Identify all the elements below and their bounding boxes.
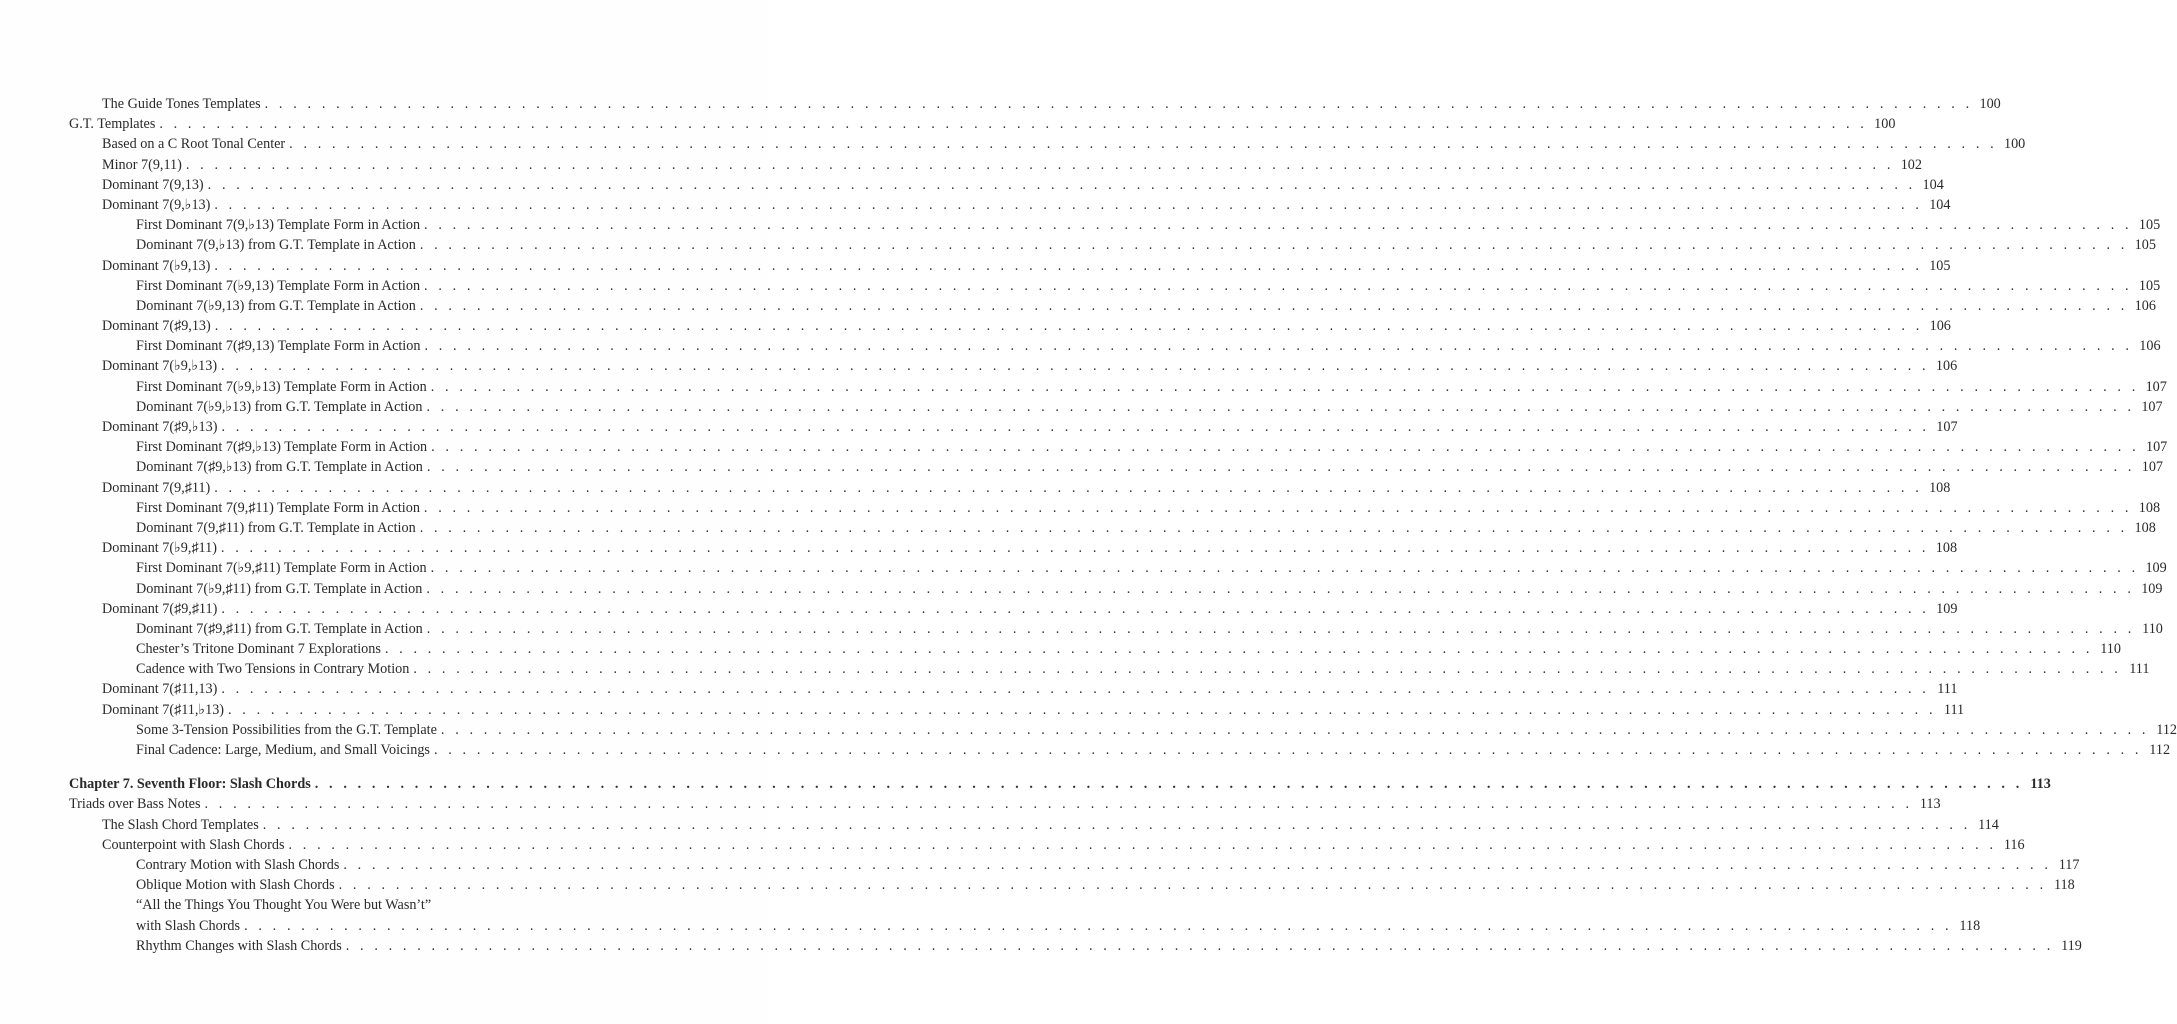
toc-entry-page-number: 108 bbox=[2134, 519, 2156, 536]
toc-entry-title: Triads over Bass Notes bbox=[69, 796, 201, 813]
toc-entry bbox=[69, 478, 1951, 498]
toc-entry-page-number: 113 bbox=[2030, 776, 2051, 793]
dot-leader: . . . . . . . . . . . . . . . . . . . . . . . . . . . . . . . . . . . . . . . . . . . . . . . . . . . . . . . . . . . . . . . . . . . . . . . . . . . . . . . . . . . . . . . . . . . . . . . . . . . . . . . . . . . . . . . . . . . . . . . . bbox=[426, 459, 2136, 476]
toc-entry-title: Dominant 7(♭9,♭13) bbox=[102, 358, 218, 375]
dot-leader: . . . . . . . . . . . . . . . . . . . . . . . . . . . . . . . . . . . . . . . . . . . . . . . . . . . . . . . . . . . . . . . . . . . . . . . . . . . . . . . . . . . . . . . . . . . . . . . . . . . . . . . . . . . . . . . . . . . . . . . . bbox=[214, 257, 1923, 274]
toc-entry-title: Dominant 7(9,♭13) from G.T. Template in Action bbox=[136, 237, 416, 254]
toc-entry-title: Counterpoint with Slash Chords bbox=[102, 836, 285, 853]
toc-entry bbox=[69, 538, 1958, 558]
dot-leader: . . . . . . . . . . . . . . . . . . . . . . . . . . . . . . . . . . . . . . . . . . . . . . . . . . . . . . . . . . . . . . . . . . . . . . . . . . . . . . . . . . . . . . . . . . . . . . . . . . . . . . . . . . . . . . . . . . . . . . . . bbox=[262, 816, 1971, 833]
dot-leader: . . . . . . . . . . . . . . . . . . . . . . . . . . . . . . . . . . . . . . . . . . . . . . . . . . . . . . . . . . . . . . . . . . . . . . . . . . . . . . . . . . . . . . . . . . . . . . . . . . . . . . . . . . . . . . . . . . . . . . . . bbox=[289, 136, 1998, 153]
toc-entry-page-number: 104 bbox=[1929, 196, 1951, 213]
toc-entry-page-number: 116 bbox=[2003, 836, 2025, 853]
toc-entry-page-number: 108 bbox=[1929, 479, 1951, 496]
toc-entry bbox=[69, 134, 2026, 154]
toc-entry-page-number: 100 bbox=[2003, 136, 2026, 153]
dot-leader: . . . . . . . . . . . . . . . . . . . . . . . . . . . . . . . . . . . . . . . . . . . . . . . . . . . . . . . . . . . . . . . . . . . . . . . . . . . . . . . . . . . . . . . . . . . . . . . . . . . . . . . . . . . . . . . . . . . . . . . . bbox=[424, 217, 2133, 234]
dot-leader: . . . . . . . . . . . . . . . . . . . . . . . . . . . . . . . . . . . . . . . . . . . . . . . . . . . . . . . . . . . . . . . . . . . . . . . . . . . . . . . . . . . . . . . . . . . . . . . . . . . . . . . . . . . . . . . . . . . . . . . . bbox=[207, 176, 1916, 193]
dot-leader: . . . . . . . . . . . . . . . . . . . . . . . . . . . . . . . . . . . . . . . . . . . . . . . . . . . . . . . . . . . . . . . . . . . . . . . . . . . . . . . . . . . . . . . . . . . . . . . . . . . . . . . . . . . . . . . . . . . . . . . . bbox=[264, 96, 1973, 112]
toc-entry bbox=[69, 835, 2025, 855]
toc-entry-title: First Dominant 7(9,♯11) Template Form in Action bbox=[136, 499, 420, 516]
dot-leader: . . . . . . . . . . . . . . . . . . . . . . . . . . . . . . . . . . . . . . . . . . . . . . . . . . . . . . . . . . . . . . . . . . . . . . . . . . . . . . . . . . . . . . . . . . . . . . . . . . . . . . . . . . . . . . . . . . . . . . . . bbox=[204, 796, 1913, 813]
dot-leader: . . . . . . . . . . . . . . . . . . . . . . . . . . . . . . . . . . . . . . . . . . . . . . . . . . . . . . . . . . . . . . . . . . . . . . . . . . . . . . . . . . . . . . . . . . . . . . . . . . . . . . . . . . . . . . . . . . . . . . . . bbox=[343, 856, 2052, 873]
toc-entry bbox=[69, 558, 2167, 578]
toc-entry bbox=[69, 397, 2163, 417]
toc-entry-title: Dominant 7(♯9,♯11) from G.T. Template in Action bbox=[136, 620, 423, 637]
toc-entry-title: The Slash Chord Templates bbox=[102, 816, 259, 833]
toc-entry bbox=[69, 336, 2161, 356]
toc-entry-page-number: 112 bbox=[2156, 721, 2177, 738]
toc-entry bbox=[69, 700, 1965, 720]
toc-entry-title: Dominant 7(♭9,13) bbox=[102, 257, 211, 274]
toc-entry-title: Dominant 7(♯9,♭13) from G.T. Template in Action bbox=[136, 459, 423, 476]
toc-entry bbox=[69, 256, 1951, 276]
toc-entry-page-number: 107 bbox=[2145, 439, 2168, 456]
dot-leader: . . . . . . . . . . . . . . . . . . . . . . . . . . . . . . . . . . . . . . . . . . . . . . . . . . . . . . . . . . . . . . . . . . . . . . . . . . . . . . . . . . . . . . . . . . . . . . . . . . . . . . . . . . . . . . . . . . . . . . . . bbox=[221, 419, 1930, 435]
toc-entry bbox=[69, 936, 2082, 956]
toc-entry-page-number: 105 bbox=[2138, 277, 2161, 294]
dot-leader: . . . . . . . . . . . . . . . . . . . . . . . . . . . . . . . . . . . . . . . . . . . . . . . . . . . . . . . . . . . . . . . . . . . . . . . . . . . . . . . . . . . . . . . . . . . . . . . . . . . . . . . . . . . . . . . . . . . . . . . . bbox=[430, 378, 2139, 395]
toc-entry-title: Dominant 7(♯11,13) bbox=[102, 681, 218, 698]
toc-entry bbox=[69, 794, 1941, 814]
toc-entry-page-number: 100 bbox=[1874, 116, 1896, 133]
toc-entry-page-number: 111 bbox=[1937, 681, 1958, 698]
toc-entry-title: First Dominant 7(♭9,♭13) Template Form in Action bbox=[136, 378, 427, 395]
toc-entry-title: Final Cadence: Large, Medium, and Small Voicings bbox=[136, 742, 430, 758]
toc-entry-title: Chester’s Tritone Dominant 7 Explorations bbox=[136, 641, 381, 658]
toc-entry-title: First Dominant 7(♭9,♯11) Template Form in Action bbox=[136, 560, 427, 577]
toc-entry-page-number: 111 bbox=[1943, 701, 1965, 718]
table-of-contents bbox=[69, 94, 2177, 956]
toc-entry-page-number: 118 bbox=[2053, 877, 2075, 894]
toc-entry-title: Dominant 7(9,♯11) from G.T. Template in Action bbox=[136, 519, 416, 536]
toc-entry-title: Dominant 7(♭9,♯11) bbox=[102, 540, 217, 557]
toc-entry-page-number: 107 bbox=[2145, 378, 2167, 395]
toc-entry bbox=[69, 639, 2121, 659]
dot-leader: . . . . . . . . . . . . . . . . . . . . . . . . . . . . . . . . . . . . . . . . . . . . . . . . . . . . . . . . . . . . . . . . . . . . . . . . . . . . . . . . . . . . . . . . . . . . . . . . . . . . . . . . . . . . . . . . . . . . . . . . bbox=[424, 338, 2133, 355]
toc-entry-page-number: 107 bbox=[2141, 398, 2163, 415]
dot-leader: . . . . . . . . . . . . . . . . . . . . . . . . . . . . . . . . . . . . . . . . . . . . . . . . . . . . . . . . . . . . . . . . . . . . . . . . . . . . . . . . . . . . . . . . . . . . . . . . . . . . . . . . . . . . . . . . . . . . . . . . bbox=[338, 877, 2047, 894]
toc-entry-page-number: 100 bbox=[1979, 96, 2001, 112]
dot-leader: . . . . . . . . . . . . . . . . . . . . . . . . . . . . . . . . . . . . . . . . . . . . . . . . . . . . . . . . . . . . . . . . . . . . . . . . . . . . . . . . . . . . . . . . . . . . . . . . . . . . . . . . . . . . . . . . . . . . . . . . bbox=[214, 318, 1923, 335]
toc-entry bbox=[69, 437, 2168, 457]
dot-leader: . . . . . . . . . . . . . . . . . . . . . . . . . . . . . . . . . . . . . . . . . . . . . . . . . . . . . . . . . . . . . . . . . . . . . . . . . . . . . . . . . . . . . . . . . . . . . . . . . . . . . . . . . . . . . . . . . . . . . . . . bbox=[221, 600, 1930, 617]
toc-entry-page-number: 119 bbox=[2061, 937, 2082, 954]
toc-entry-title: with Slash Chords bbox=[136, 917, 241, 934]
dot-leader: . . . . . . . . . . . . . . . . . . . . . . . . . . . . . . . . . . . . . . . . . . . . . . . . . . . . . . . . . . . . . . . . . . . . . . . . . . . . . . . . . . . . . . . . . . . . . . . . . . . . . . . . . . . . . . . . . . . . . . . . bbox=[424, 277, 2133, 294]
toc-entry bbox=[69, 114, 1896, 134]
dot-leader: . . . . . . . . . . . . . . . . . . . . . . . . . . . . . . . . . . . . . . . . . . . . . . . . . . . . . . . . . . . . . . . . . . . . . . . . . . . . . . . . . . . . . . . . . . . . . . . . . . . . . . . . . . . . . . . . . . . . . . . . bbox=[314, 776, 2023, 793]
toc-entry-title: Rhythm Changes with Slash Chords bbox=[136, 937, 342, 954]
toc-entry bbox=[69, 155, 1922, 175]
toc-entry-title: Chapter 7. Seventh Floor: Slash Chords bbox=[69, 776, 311, 793]
toc-entry bbox=[69, 417, 1958, 437]
toc-entry bbox=[69, 356, 1958, 376]
toc-chapter-entry bbox=[69, 774, 2051, 794]
dot-leader: . . . . . . . . . . . . . . . . . . . . . . . . . . . . . . . . . . . . . . . . . . . . . . . . . . . . . . . . . . . . . . . . . . . . . . . . . . . . . . . . . . . . . . . . . . . . . . . . . . . . . . . . . . . . . . . . . . . . . . . . bbox=[221, 681, 1930, 698]
toc-entry bbox=[69, 855, 2080, 875]
dot-leader: . . . . . . . . . . . . . . . . . . . . . . . . . . . . . . . . . . . . . . . . . . . . . . . . . . . . . . . . . . . . . . . . . . . . . . . . . . . . . . . . . . . . . . . . . . . . . . . . . . . . . . . . . . . . . . . . . . . . . . . . bbox=[214, 196, 1923, 213]
toc-entry-page-number: 107 bbox=[2141, 459, 2164, 476]
toc-entry bbox=[69, 895, 581, 915]
toc-entry bbox=[69, 875, 2075, 895]
dot-leader: . . . . . . . . . . . . . . . . . . . . . . . . . . . . . . . . . . . . . . . . . . . . . . . . . . . . . . . . . . . . . . . . . . . . . . . . . . . . . . . . . . . . . . . . . . . . . . . . . . . . . . . . . . . . . . . . . . . . . . . . bbox=[159, 116, 1868, 133]
dot-leader: . . . . . . . . . . . . . . . . . . . . . . . . . . . . . . . . . . . . . . . . . . . . . . . . . . . . . . . . . . . . . . . . . . . . . . . . . . . . . . . . . . . . . . . . . . . . . . . . . . . . . . . . . . . . . . . . . . . . . . . . bbox=[384, 641, 2093, 658]
dot-leader: . . . . . . . . . . . . . . . . . . . . . . . . . . . . . . . . . . . . . . . . . . . . . . . . . . . . . . . . . . . . . . . . . . . . . . . . . . . . . . . . . . . . . . . . . . . . . . . . . . . . . . . . . . . . . . . . . . . . . . . . bbox=[440, 721, 2150, 738]
toc-entry-title: Dominant 7(♯9,13) bbox=[102, 318, 211, 335]
toc-entry bbox=[69, 94, 2001, 114]
toc-entry-page-number: 102 bbox=[1900, 156, 1922, 173]
toc-entry-page-number: 113 bbox=[1919, 796, 1941, 813]
dot-leader: . . . . . . . . . . . . . . . . . . . . . . . . . . . . . . . . . . . . . . . . . . . . . . . . . . . . . . . . . . . . . . . . . . . . . . . . . . . . . . . . . . . . . . . . . . . . . . . . . . . . . . . . . . . . . . . . . . . . . . . . bbox=[413, 661, 2122, 678]
toc-entry-title: First Dominant 7(♯9,13) Template Form in Action bbox=[136, 338, 421, 355]
toc-entry bbox=[69, 457, 2164, 477]
dot-leader: . . . . . . . . . . . . . . . . . . . . . . . . . . . . . . . . . . . . . . . . . . . . . . . . . . . . . . . . . . . . . . . . . . . . . . . . . . . . . . . . . . . . . . . . . . . . . . . . . . . . . . . . . . . . . . . . . . . . . . . . bbox=[214, 479, 1923, 496]
toc-entry bbox=[69, 316, 1951, 336]
dot-leader: . . . . . . . . . . . . . . . . . . . . . . . . . . . . . . . . . . . . . . . . . . . . . . . . . . . . . . . . . . . . . . . . . . . . . . . . . . . . . . . . . . . . . . . . . . . . . . . . . . . . . . . . . . . . . . . . . . . . . . . . bbox=[430, 560, 2139, 577]
toc-entry-page-number: 105 bbox=[2134, 237, 2156, 254]
toc-entry-page-number: 104 bbox=[1922, 176, 1944, 193]
dot-leader: . . . . . . . . . . . . . . . . . . . . . . . . . . . . . . . . . . . . . . . . . . . . . . . . . . . . . . . . . . . . . . . . . . . . . . . . . . . . . . . . . . . . . . . . . . . . . . . . . . . . . . . . . . . . . . . . . . . . . . . . bbox=[431, 439, 2140, 456]
toc-entry-title: G.T. Templates bbox=[69, 116, 156, 133]
toc-entry-title: First Dominant 7(♭9,13) Template Form in Action bbox=[136, 277, 421, 294]
toc-entry bbox=[69, 916, 1981, 936]
toc-entry-title: First Dominant 7(♯9,♭13) Template Form in Action bbox=[136, 439, 428, 456]
toc-entry-title: Dominant 7(9,♯11) bbox=[102, 479, 211, 496]
toc-entry-page-number: 106 bbox=[1935, 358, 1958, 375]
toc-entry-page-number: 106 bbox=[1929, 318, 1951, 335]
toc-entry-page-number: 111 bbox=[2129, 661, 2150, 678]
dot-leader: . . . . . . . . . . . . . . . . . . . . . . . . . . . . . . . . . . . . . . . . . . . . . . . . . . . . . . . . . . . . . . . . . . . . . . . . . . . . . . . . . . . . . . . . . . . . . . . . . . . . . . . . . . . . . . . . . . . . . . . . bbox=[426, 620, 2135, 637]
toc-entry-title: Dominant 7(♭9,♭13) from G.T. Template in Action bbox=[136, 398, 423, 415]
toc-entry-page-number: 117 bbox=[2058, 856, 2080, 873]
toc-entry bbox=[69, 296, 2156, 316]
toc-entry-page-number: 118 bbox=[1959, 917, 1981, 934]
dot-leader: . . . . . . . . . . . . . . . . . . . . . . . . . . . . . . . . . . . . . . . . . . . . . . . . . . . . . . . . . . . . . . . . . . . . . . . . . . . . . . . . . . . . . . . . . . . . . . . . . . . . . . . . . . . . . . . . . . . . . . . . bbox=[426, 580, 2135, 597]
toc-entry bbox=[69, 175, 1944, 195]
toc-entry-title: Dominant 7(9,13) bbox=[102, 176, 204, 193]
toc-entry-title: Dominant 7(9,♭13) bbox=[102, 196, 211, 213]
dot-leader: . . . . . . . . . . . . . . . . . . . . . . . . . . . . . . . . . . . . . . . . . . . . . . . . . . . . . . . . . . . . . . . . . . . . . . . . . . . . . . . . . . . . . . . . . . . . . . . . . . . . . . . . . . . . . . . . . . . . . . . . bbox=[228, 701, 1937, 718]
toc-entry-page-number: 110 bbox=[2100, 641, 2121, 658]
toc-entry-title: Dominant 7(♯11,♭13) bbox=[102, 701, 225, 718]
toc-entry-title: Based on a C Root Tonal Center bbox=[102, 136, 286, 153]
toc-entry-title: Minor 7(9,11) bbox=[102, 156, 182, 173]
toc-entry bbox=[69, 815, 1999, 835]
toc-entry bbox=[69, 195, 1951, 215]
toc-entry-title: Oblique Motion with Slash Chords bbox=[136, 877, 335, 894]
dot-leader: . . . . . . . . . . . . . . . . . . . . . . . . . . . . . . . . . . . . . . . . . . . . . . . . . . . . . . . . . . . . . . . . . . . . . . . . . . . . . . . . . . . . . . . . . . . . . . . . . . . . . . . . . . . . . . . . . . . . . . . . bbox=[220, 540, 1930, 557]
toc-entry bbox=[69, 740, 2171, 760]
toc-entry-title: Dominant 7(♭9,13) from G.T. Template in Action bbox=[136, 297, 416, 314]
toc-entry-page-number: 106 bbox=[2134, 297, 2156, 314]
toc-entry-page-number: 108 bbox=[2138, 499, 2161, 516]
toc-entry bbox=[69, 235, 2156, 255]
toc-entry bbox=[69, 377, 2167, 397]
dot-leader: . . . . . . . . . . . . . . . . . . . . . . . . . . . . . . . . . . . . . . . . . . . . . . . . . . . . . . . . . . . . . . . . . . . . . . . . . . . . . . . . . . . . . . . . . . . . . . . . . . . . . . . . . . . . . . . . . . . . . . . . bbox=[185, 156, 1894, 173]
toc-entry-title: Cadence with Two Tensions in Contrary Motion bbox=[136, 661, 410, 678]
toc-entry-page-number: 109 bbox=[2141, 580, 2163, 597]
dot-leader: . . . . . . . . . . . . . . . . . . . . . . . . . . . . . . . . . . . . . . . . . . . . . . . . . . . . . . . . . . . . . . . . . . . . . . . . . . . . . . . . . . . . . . . . . . . . . . . . . . . . . . . . . . . . . . . . . . . . . . . . bbox=[419, 297, 2128, 314]
toc-entry-page-number: 105 bbox=[1929, 257, 1951, 274]
toc-entry-title: Some 3-Tension Possibilities from the G.T. Template bbox=[136, 721, 437, 738]
toc-entry-page-number: 109 bbox=[1936, 600, 1958, 617]
toc-entry bbox=[69, 659, 2150, 679]
dot-leader: . . . . . . . . . . . . . . . . . . . . . . . . . . . . . . . . . . . . . . . . . . . . . . . . . . . . . . . . . . . . . . . . . . . . . . . . . . . . . . . . . . . . . . . . . . . . . . . . . . . . . . . . . . . . . . . . . . . . . . . . bbox=[433, 742, 2143, 758]
dot-leader: . . . . . . . . . . . . . . . . . . . . . . . . . . . . . . . . . . . . . . . . . . . . . . . . . . . . . . . . . . . . . . . . . . . . . . . . . . . . . . . . . . . . . . . . . . . . . . . . . . . . . . . . . . . . . . . . . . . . . . . . bbox=[419, 519, 2128, 536]
dot-leader: . . . . . . . . . . . . . . . . . . . . . . . . . . . . . . . . . . . . . . . . . . . . . . . . . . . . . . . . . . . . . . . . . . . . . . . . . . . . . . . . . . . . . . . . . . . . . . . . . . . . . . . . . . . . . . . . . . . . . . . . bbox=[288, 836, 1997, 853]
dot-leader: . . . . . . . . . . . . . . . . . . . . . . . . . . . . . . . . . . . . . . . . . . . . . . . . . . . . . . . . . . . . . . . . . . . . . . . . . . . . . . . . . . . . . . . . . . . . . . . . . . . . . . . . . . . . . . . . . . . . . . . . bbox=[423, 499, 2133, 516]
toc-entry-page-number: 108 bbox=[1935, 540, 1958, 557]
toc-entry-title: The Guide Tones Templates bbox=[102, 96, 261, 112]
toc-entry bbox=[69, 599, 1958, 619]
toc-entry bbox=[69, 679, 1958, 699]
toc-entry-title: Contrary Motion with Slash Chords bbox=[136, 856, 340, 873]
toc-entry-title: Dominant 7(♯9,♯11) bbox=[102, 600, 218, 617]
toc-entry bbox=[69, 619, 2163, 639]
toc-entry-title: “All the Things You Thought You Were but Wasn’t” bbox=[136, 897, 432, 914]
toc-entry bbox=[69, 579, 2163, 599]
toc-entry-page-number: 110 bbox=[2142, 620, 2163, 637]
toc-entry-page-number: 107 bbox=[1936, 419, 1958, 435]
toc-entry-page-number: 105 bbox=[2138, 217, 2161, 234]
dot-leader: . . . . . . . . . . . . . . . . . . . . . . . . . . . . . . . . . . . . . . . . . . . . . . . . . . . . . . . . . . . . . . . . . . . . . . . . . . . . . . . . . . . . . . . . . . . . . . . . . . . . . . . . . . . . . . . . . . . . . . . . bbox=[345, 937, 2054, 954]
toc-entry-page-number: 106 bbox=[2139, 338, 2161, 355]
toc-entry-title: Dominant 7(♭9,♯11) from G.T. Template in Action bbox=[136, 580, 423, 597]
toc-entry bbox=[69, 498, 2161, 518]
toc-entry-title: First Dominant 7(9,♭13) Template Form in Action bbox=[136, 217, 421, 234]
dot-leader: . . . . . . . . . . . . . . . . . . . . . . . . . . . . . . . . . . . . . . . . . . . . . . . . . . . . . . . . . . . . . . . . . . . . . . . . . . . . . . . . . . . . . . . . . . . . . . . . . . . . . . . . . . . . . . . . . . . . . . . . bbox=[244, 917, 1953, 934]
dot-leader: . . . . . . . . . . . . . . . . . . . . . . . . . . . . . . . . . . . . . . . . . . . . . . . . . . . . . . . . . . . . . . . . . . . . . . . . . . . . . . . . . . . . . . . . . . . . . . . . . . . . . . . . . . . . . . . . . . . . . . . . bbox=[419, 237, 2128, 254]
toc-entry bbox=[69, 720, 2177, 740]
dot-leader: . . . . . . . . . . . . . . . . . . . . . . . . . . . . . . . . . . . . . . . . . . . . . . . . . . . . . . . . . . . . . . . . . . . . . . . . . . . . . . . . . . . . . . . . . . . . . . . . . . . . . . . . . . . . . . . . . . . . . . . . bbox=[221, 358, 1930, 375]
toc-entry bbox=[69, 518, 2156, 538]
toc-entry bbox=[69, 276, 2161, 296]
toc-entry-page-number: 112 bbox=[2149, 742, 2171, 758]
toc-entry-page-number: 114 bbox=[1978, 816, 1999, 833]
dot-leader: . . . . . . . . . . . . . . . . . . . . . . . . . . . . . . . . . . . . . . . . . . . . . . . . . . . . . . . . . . . . . . . . . . . . . . . . . . . . . . . . . . . . . . . . . . . . . . . . . . . . . . . . . . . . . . . . . . . . . . . . bbox=[426, 398, 2135, 415]
toc-entry bbox=[69, 215, 2161, 235]
toc-entry-page-number: 109 bbox=[2145, 560, 2167, 577]
toc-entry-title: Dominant 7(♯9,♭13) bbox=[102, 419, 218, 435]
